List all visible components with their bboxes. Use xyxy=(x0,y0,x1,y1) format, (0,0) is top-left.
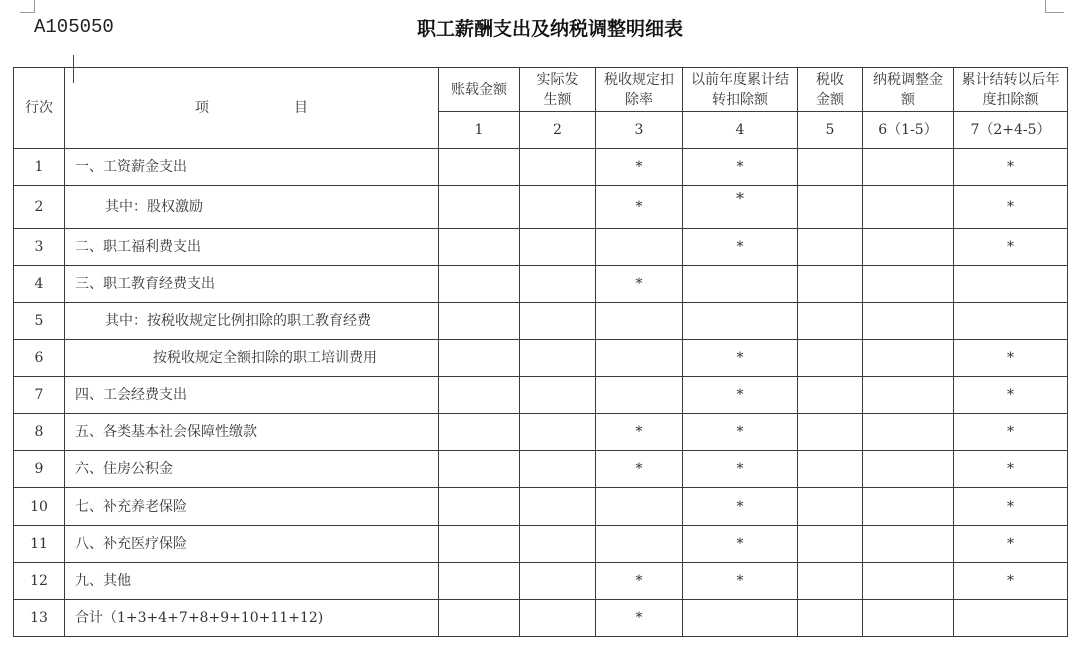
cell-col-3: * xyxy=(596,451,683,488)
row-no: 3 xyxy=(14,229,65,266)
cell-col-3 xyxy=(596,488,683,526)
row-no: 6 xyxy=(14,340,65,377)
header-col-7-label: 累计结转以后年度扣除额 xyxy=(954,68,1068,112)
document-title: 职工薪酬支出及纳税调整明细表 xyxy=(416,18,683,40)
cell-col-4 xyxy=(683,303,798,340)
header-col-2-label: 实际发生额 xyxy=(520,68,596,112)
header-row-labels xyxy=(14,68,1068,112)
cell-col-4: * xyxy=(683,414,798,451)
cell-col-4: * xyxy=(683,451,798,488)
row-no: 1 xyxy=(14,149,65,186)
cell-col-6 xyxy=(863,266,954,303)
cell-col-7 xyxy=(954,600,1068,637)
cell-col-5 xyxy=(798,186,863,229)
cell-col-5 xyxy=(798,377,863,414)
cell-col-7: * xyxy=(954,451,1068,488)
cell-col-5 xyxy=(798,600,863,637)
header-col-5-num: 5 xyxy=(798,112,863,149)
cell-col-1 xyxy=(439,149,520,186)
cell-col-2 xyxy=(520,451,596,488)
row-item xyxy=(65,186,439,229)
table-row xyxy=(14,377,1068,414)
cell-col-1 xyxy=(439,488,520,526)
row-no: 5 xyxy=(14,303,65,340)
cell-col-3 xyxy=(596,526,683,563)
row-no: 7 xyxy=(14,377,65,414)
cell-col-4: * xyxy=(683,149,798,186)
cell-col-6 xyxy=(863,303,954,340)
header-col-3-label: 税收规定扣除率 xyxy=(596,68,683,112)
cell-col-5 xyxy=(798,303,863,340)
row-no: 11 xyxy=(14,526,65,563)
cell-col-4 xyxy=(683,266,798,303)
cell-col-3: * xyxy=(596,149,683,186)
cell-col-2 xyxy=(520,526,596,563)
cell-col-4: * xyxy=(683,229,798,266)
cell-col-4-value: * xyxy=(736,188,744,208)
cell-col-4: * xyxy=(683,488,798,526)
row-item: 六、住房公积金 xyxy=(65,451,439,488)
cell-col-2 xyxy=(520,600,596,637)
cell-col-6 xyxy=(863,377,954,414)
row-item: 五、各类基本社会保障性缴款 xyxy=(65,414,439,451)
cell-col-1 xyxy=(439,563,520,600)
cell-col-7 xyxy=(954,303,1068,340)
cell-col-7: * xyxy=(954,377,1068,414)
cell-col-2 xyxy=(520,414,596,451)
row-item xyxy=(65,303,439,340)
header-col-7-num: 7（2+4-5） xyxy=(954,112,1068,149)
header-col-6-label: 纳税调整金额 xyxy=(863,68,954,112)
table-row xyxy=(14,149,1068,186)
cell-col-2 xyxy=(520,229,596,266)
header-row-no: 行次 xyxy=(14,68,65,149)
table-row xyxy=(14,600,1068,637)
row-item-text: 其中：股权激励 xyxy=(105,199,203,215)
header-col-2-num: 2 xyxy=(520,112,596,149)
cell-col-3: * xyxy=(596,266,683,303)
header-col-1-num: 1 xyxy=(439,112,520,149)
cell-col-3 xyxy=(596,377,683,414)
header-item-part-b: 目 xyxy=(293,100,308,116)
row-item: 合计（1+3+4+7+8+9+10+11+12) xyxy=(65,600,439,637)
cell-col-6 xyxy=(863,526,954,563)
cell-col-5 xyxy=(798,340,863,377)
cell-col-5 xyxy=(798,526,863,563)
row-no: 8 xyxy=(14,414,65,451)
row-item: 四、工会经费支出 xyxy=(65,377,439,414)
table-row xyxy=(14,563,1068,600)
header-col-6-num: 6（1-5） xyxy=(863,112,954,149)
header-col-5-label: 税收金额 xyxy=(798,68,863,112)
header-col-1-label: 账载金额 xyxy=(439,68,520,112)
row-item: 八、补充医疗保险 xyxy=(65,526,439,563)
salary-adjustment-table xyxy=(13,67,1068,637)
cell-col-6 xyxy=(863,229,954,266)
cell-col-6 xyxy=(863,488,954,526)
cell-col-2 xyxy=(520,186,596,229)
cell-col-1 xyxy=(439,526,520,563)
cell-col-1 xyxy=(439,600,520,637)
cell-col-3: * xyxy=(596,563,683,600)
header-col-4-num: 4 xyxy=(683,112,798,149)
cell-col-6 xyxy=(863,600,954,637)
table-row xyxy=(14,414,1068,451)
form-code: A105050 xyxy=(34,16,114,38)
cell-col-5 xyxy=(798,563,863,600)
cell-col-1 xyxy=(439,266,520,303)
table-row xyxy=(14,266,1068,303)
cell-col-3 xyxy=(596,229,683,266)
row-item-text: 其中：按税收规定比例扣除的职工教育经费 xyxy=(105,313,371,329)
table-row xyxy=(14,303,1068,340)
cell-col-4: * xyxy=(683,526,798,563)
cell-col-4: * xyxy=(683,377,798,414)
cell-col-1 xyxy=(439,186,520,229)
row-no: 4 xyxy=(14,266,65,303)
cell-col-2 xyxy=(520,303,596,340)
cell-col-2 xyxy=(520,563,596,600)
table-row xyxy=(14,451,1068,488)
table-row xyxy=(14,186,1068,229)
row-item: 七、补充养老保险 xyxy=(65,488,439,526)
row-item-text: 按税收规定全额扣除的职工培训费用 xyxy=(153,350,377,366)
table-row xyxy=(14,229,1068,266)
cell-col-1 xyxy=(439,303,520,340)
cell-col-5 xyxy=(798,229,863,266)
cell-col-7: * xyxy=(954,488,1068,526)
cell-col-1 xyxy=(439,414,520,451)
cell-col-3: * xyxy=(596,186,683,229)
page-corner-mark-left xyxy=(20,0,35,13)
row-item: 三、职工教育经费支出 xyxy=(65,266,439,303)
row-item: 一、工资薪金支出 xyxy=(65,149,439,186)
cell-col-2 xyxy=(520,377,596,414)
cell-col-2 xyxy=(520,488,596,526)
cell-col-6 xyxy=(863,414,954,451)
row-no: 10 xyxy=(14,488,65,526)
cell-col-6 xyxy=(863,563,954,600)
cell-col-1 xyxy=(439,377,520,414)
row-no: 9 xyxy=(14,451,65,488)
cell-col-7: * xyxy=(954,526,1068,563)
cell-col-1 xyxy=(439,229,520,266)
cell-col-3 xyxy=(596,340,683,377)
cell-col-7: * xyxy=(954,149,1068,186)
cell-col-5 xyxy=(798,451,863,488)
cell-col-5 xyxy=(798,414,863,451)
cell-col-4: * xyxy=(683,340,798,377)
table-row xyxy=(14,488,1068,526)
header-col-4-label: 以前年度累计结转扣除额 xyxy=(683,68,798,112)
cell-col-5 xyxy=(798,149,863,186)
cell-col-7: * xyxy=(954,414,1068,451)
cell-col-4 xyxy=(683,186,798,229)
cell-col-4 xyxy=(683,600,798,637)
cell-col-3: * xyxy=(596,600,683,637)
header-item-part-a: 项 xyxy=(195,100,210,116)
row-no: 2 xyxy=(14,186,65,229)
cell-col-5 xyxy=(798,488,863,526)
header-col-3-num: 3 xyxy=(596,112,683,149)
row-item xyxy=(65,340,439,377)
row-no: 13 xyxy=(14,600,65,637)
cell-col-3: * xyxy=(596,414,683,451)
cell-col-5 xyxy=(798,266,863,303)
table-row xyxy=(14,340,1068,377)
cell-col-7 xyxy=(954,266,1068,303)
cell-col-2 xyxy=(520,340,596,377)
cell-col-6 xyxy=(863,340,954,377)
row-item: 九、其他 xyxy=(65,563,439,600)
cell-col-7: * xyxy=(954,563,1068,600)
table-row xyxy=(14,526,1068,563)
cell-col-6 xyxy=(863,186,954,229)
cell-col-7: * xyxy=(954,229,1068,266)
cell-col-2 xyxy=(520,266,596,303)
page-corner-mark-right xyxy=(1045,0,1064,13)
row-item: 二、职工福利费支出 xyxy=(65,229,439,266)
cell-col-6 xyxy=(863,149,954,186)
cell-col-2 xyxy=(520,149,596,186)
cell-col-1 xyxy=(439,451,520,488)
cell-col-7: * xyxy=(954,186,1068,229)
cell-col-6 xyxy=(863,451,954,488)
row-no: 12 xyxy=(14,563,65,600)
cell-col-7: * xyxy=(954,340,1068,377)
cell-col-4: * xyxy=(683,563,798,600)
header-item xyxy=(65,68,439,149)
cell-col-3 xyxy=(596,303,683,340)
cell-col-1 xyxy=(439,340,520,377)
